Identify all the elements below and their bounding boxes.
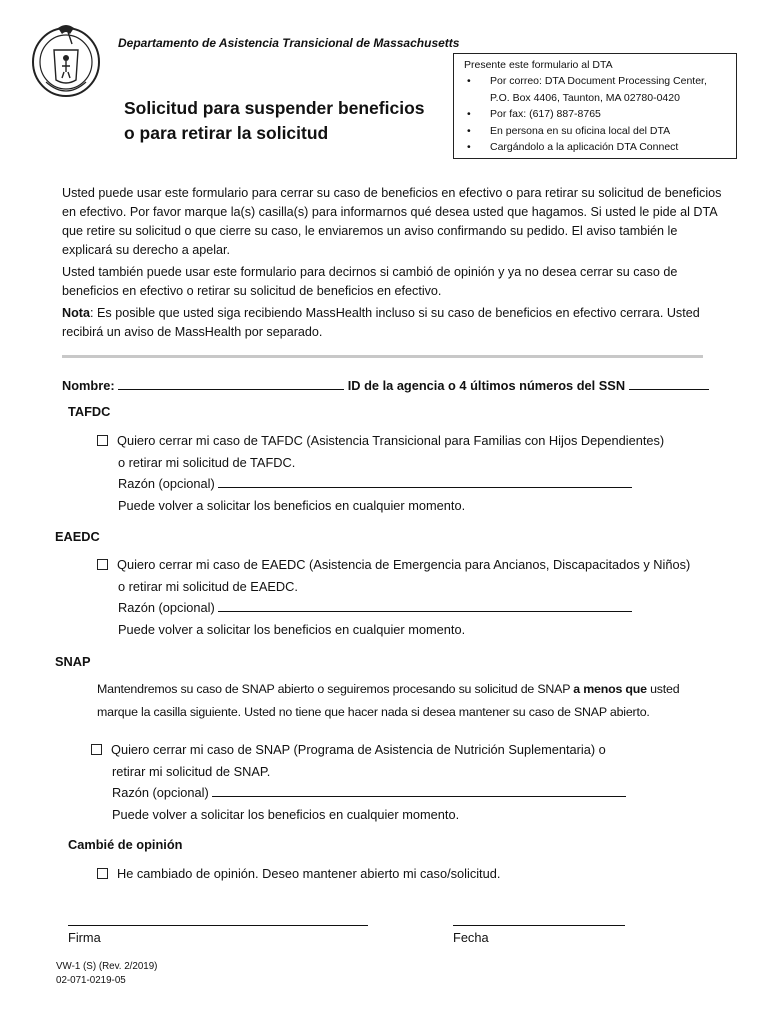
tafdc-reapply-note: Puede volver a solicitar los beneficios en cualquier momento. (118, 497, 466, 513)
eaedc-reason-field[interactable] (218, 599, 632, 612)
title-line-2: o para retirar la solicitud (124, 123, 329, 143)
submission-mail: • Por correo: DTA Document Processing Center, P.O. Box 4406, Taunton, MA 02780-0420 (464, 73, 728, 106)
tafdc-reason-field[interactable] (218, 475, 632, 488)
title-line-1: Solicitud para suspender beneficios (124, 98, 425, 118)
form-title (124, 96, 425, 146)
signature-field[interactable] (68, 925, 368, 926)
changed-mind-option: He cambiado de opinión. Deseo mantener abierto mi caso/solicitud. (97, 863, 500, 885)
changed-mind-checkbox[interactable] (97, 868, 108, 879)
snap-checkbox[interactable] (91, 744, 102, 755)
eaedc-checkbox[interactable] (97, 559, 108, 570)
form-number: 02-071-0219-05 (56, 975, 126, 986)
snap-note: Mantendremos su caso de SNAP abierto o seguiremos procesando su solicitud de SNAP a menos que usted marque la casilla siguiente. Usted no tiene que hacer nada si desea mantener su caso de SNAP abierto. (97, 682, 680, 719)
submission-dta-connect: • Cargándolo a la aplicación DTA Connect (464, 139, 728, 155)
changed-mind-heading: Cambié de opinión (68, 837, 183, 852)
intro-text (62, 184, 727, 342)
note-label: Nota (62, 306, 90, 320)
submission-fax: • Por fax: (617) 887-8765 (464, 106, 728, 122)
mail-address: P.O. Box 4406, Taunton, MA 02780-0420 (490, 91, 680, 104)
eaedc-option: Quiero cerrar mi caso de EAEDC (Asistencia de Emergencia para Ancianos, Discapacitados y Niños) o retirar mi solicitud de EAEDC. Razón (opcional) Puede volver a solicitar los beneficios en cualquier momento. (97, 554, 690, 640)
signature-label: Firma (68, 930, 101, 945)
intro-paragraph-2: Usted también puede usar este formulario para decirnos si cambió de opinión y ya no desea cerrar su caso de beneficios en efectivo o retirar su solicitud de beneficios en efectivo. (62, 265, 678, 298)
name-field[interactable] (118, 377, 344, 390)
form-code: VW-1 (S) (Rev. 2/2019) (56, 961, 158, 972)
massachusetts-seal-icon (28, 20, 104, 98)
identification-row: Nombre: ID de la agencia o 4 últimos números del SSN (62, 377, 709, 393)
agency-name: Departamento de Asistencia Transicional de Massachusetts (118, 36, 460, 50)
snap-reapply-note: Puede volver a solicitar los beneficios en cualquier momento. (112, 806, 460, 822)
snap-reason-label: Razón (opcional) (112, 785, 209, 801)
masshealth-note: Nota: Es posible que usted siga recibiendo MassHealth incluso si su caso de beneficios en efectivo cerrara. Usted recibirá un aviso de MassHealth por separado. (62, 306, 700, 339)
tafdc-heading: TAFDC (68, 404, 111, 419)
submission-in-person: • En persona en su oficina local del DTA (464, 123, 728, 139)
agency-id-field[interactable] (629, 377, 709, 390)
form-footer (56, 960, 157, 988)
tafdc-option: Quiero cerrar mi caso de TAFDC (Asistencia Transicional para Familias con Hijos Dependientes) o retirar mi solicitud de TAFDC. Razón (opcional) Puede volver a solicitar los beneficios en cualquier momento. (97, 430, 664, 516)
tafdc-reason-label: Razón (opcional) (118, 476, 215, 492)
intro-paragraph-1: Usted puede usar este formulario para cerrar su caso de beneficios en efectivo o para retirar su solicitud de beneficios en efectivo. Por favor marque la(s) casilla(s) para informarnos qué desea usted que hagamos. Si usted le pide al DTA que retire su solicitud o que cierre su caso, le enviaremos un aviso confirmando su pedido. El aviso también le explicará su derecho a apelar. (62, 186, 722, 257)
name-label: Nombre (62, 378, 111, 393)
snap-option: Quiero cerrar mi caso de SNAP (Programa de Asistencia de Nutrición Suplementaria) o retirar mi solicitud de SNAP. Razón (opcional) Puede volver a solicitar los beneficios en cualquier momento. (91, 739, 626, 825)
eaedc-heading: EAEDC (55, 529, 100, 544)
submission-instructions-box (453, 53, 737, 159)
submission-methods-list (464, 73, 728, 155)
section-divider (62, 355, 703, 358)
snap-heading: SNAP (55, 654, 91, 669)
eaedc-reapply-note: Puede volver a solicitar los beneficios en cualquier momento. (118, 621, 466, 637)
eaedc-reason-label: Razón (opcional) (118, 600, 215, 616)
agency-id-label: ID de la agencia o 4 últimos números del SSN (347, 378, 626, 393)
snap-reason-field[interactable] (212, 784, 626, 797)
tafdc-checkbox[interactable] (97, 435, 108, 446)
date-field[interactable] (453, 925, 625, 926)
date-label: Fecha (453, 930, 489, 945)
submission-heading: Presente este formulario al DTA (464, 59, 613, 71)
